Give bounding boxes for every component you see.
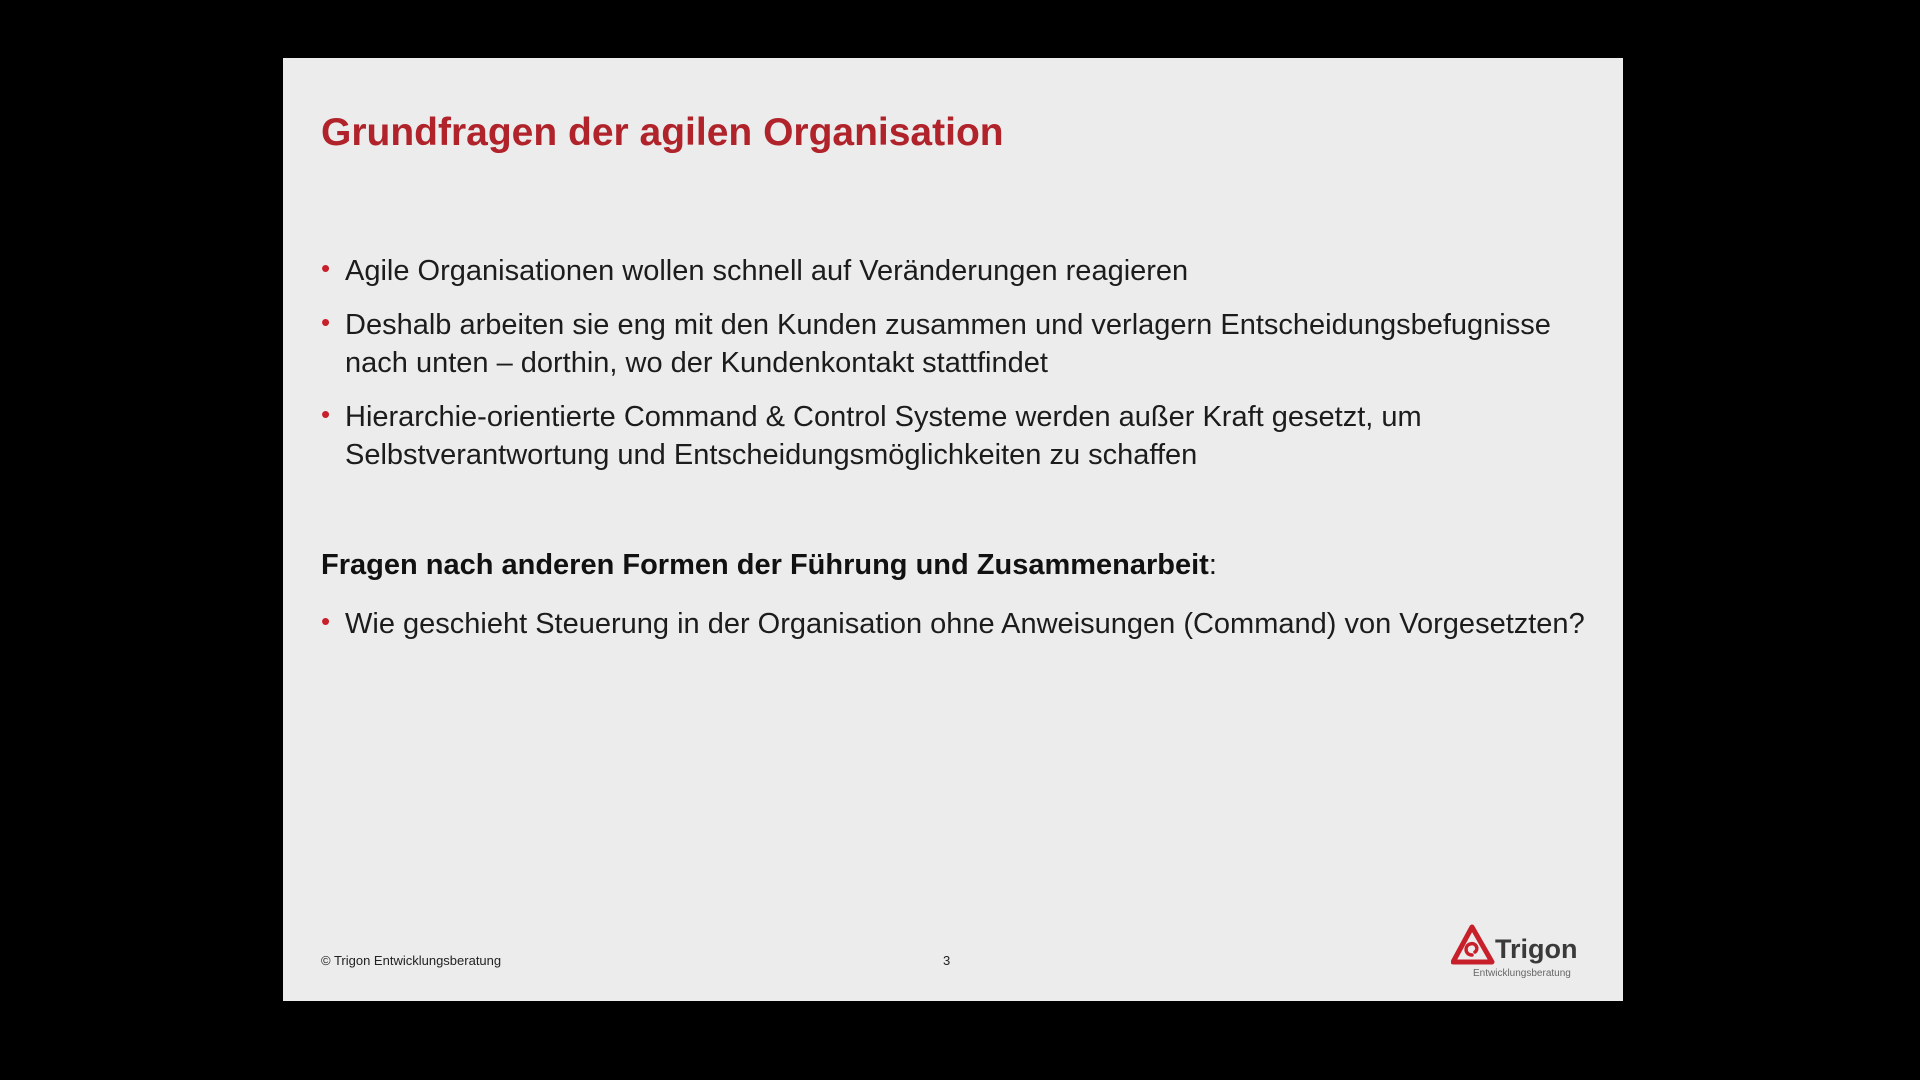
section-subheading xyxy=(321,546,1217,584)
subheading-colon: : xyxy=(1208,549,1217,581)
presentation-slide xyxy=(283,58,1623,1001)
footer-copyright: © Trigon Entwicklungsberatung xyxy=(321,953,502,968)
logo-name: Trigon xyxy=(1495,934,1578,964)
page-number: 3 xyxy=(943,953,951,968)
logo-subtitle: Entwicklungsberatung xyxy=(1473,968,1571,979)
bullet-text: Deshalb arbeiten sie eng mit den Kunden zusammen und verlagern Entscheidungsbefugnisse nach unten – dorthin, wo der Kundenkontakt stattfindet xyxy=(345,309,1551,379)
bullet-item xyxy=(321,252,1591,290)
bullet-dot-icon: • xyxy=(321,253,331,283)
trigon-logo xyxy=(1451,924,1591,986)
bullet-list-questions xyxy=(321,605,1591,659)
slide-title: Grundfragen der agilen Organisation xyxy=(321,111,1004,154)
bullet-text: Agile Organisationen wollen schnell auf Veränderungen reagieren xyxy=(345,255,1189,287)
bullet-dot-icon: • xyxy=(321,606,331,636)
bullet-item xyxy=(321,306,1591,382)
trigon-triangle-spiral-icon xyxy=(1451,924,1497,968)
bullet-list-main xyxy=(321,252,1591,490)
bullet-dot-icon: • xyxy=(321,307,331,337)
bullet-text: Wie geschieht Steuerung in der Organisation ohne Anweisungen (Command) von Vorgesetzten? xyxy=(345,608,1585,640)
subheading-text: Fragen nach anderen Formen der Führung und Zusammenarbeit xyxy=(321,549,1209,581)
bullet-text: Hierarchie-orientierte Command & Control Systeme werden außer Kraft gesetzt, um Selbstverantwortung und Entscheidungsmöglichkeiten zu schaffen xyxy=(345,401,1422,471)
bullet-item xyxy=(321,605,1591,643)
bullet-item xyxy=(321,398,1591,474)
bullet-dot-icon: • xyxy=(321,399,331,429)
